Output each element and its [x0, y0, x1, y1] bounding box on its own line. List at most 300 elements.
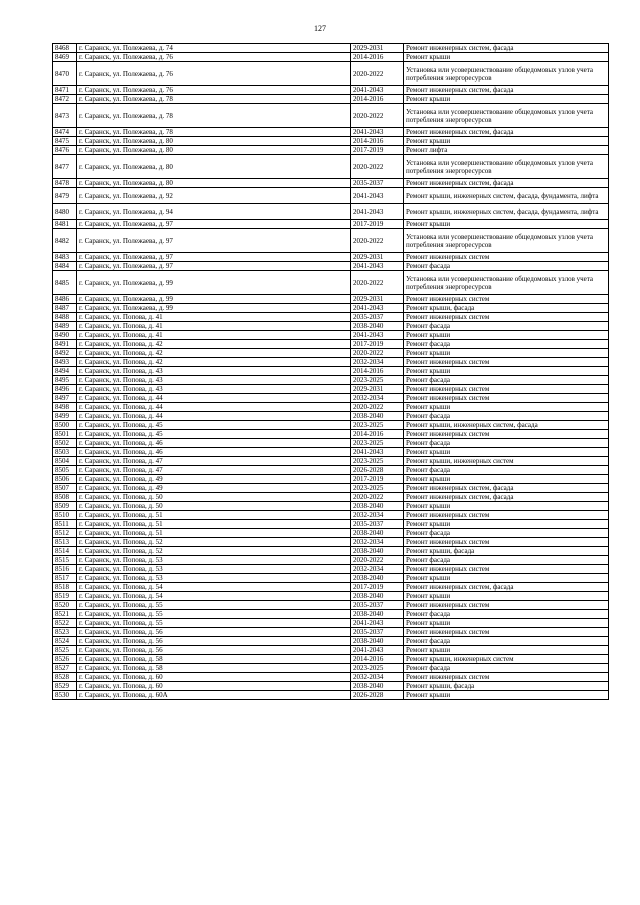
- table-body: [53, 44, 609, 700]
- years-cell: 2032-2034: [351, 511, 404, 520]
- years-cell: 2035-2037: [351, 601, 404, 610]
- work-type-cell: Установка или усовершенствование общедомовых узлов учета потребления энергоресурсов: [404, 155, 609, 179]
- address-cell: г. Саранск, ул. Попова, д. 56: [77, 628, 351, 637]
- years-cell: 2029-2031: [351, 253, 404, 262]
- address-cell: г. Саранск, ул. Попова, д. 60А: [77, 691, 351, 700]
- row-number-cell: 8481: [53, 220, 77, 229]
- table-row: [53, 313, 609, 322]
- work-type-cell: Установка или усовершенствование общедомовых узлов учета потребления энергоресурсов: [404, 271, 609, 295]
- years-cell: 2017-2019: [351, 340, 404, 349]
- years-cell: 2035-2037: [351, 179, 404, 188]
- work-type-cell: Установка или усовершенствование общедомовых узлов учета потребления энергоресурсов: [404, 62, 609, 86]
- work-type-cell: Установка или усовершенствование общедомовых узлов учета потребления энергоресурсов: [404, 104, 609, 128]
- years-cell: 2035-2037: [351, 313, 404, 322]
- work-type-cell: Ремонт инженерных систем: [404, 565, 609, 574]
- years-cell: 2035-2037: [351, 628, 404, 637]
- work-type-cell: Ремонт инженерных систем, фасада: [404, 128, 609, 137]
- work-type-cell: Ремонт фасада: [404, 340, 609, 349]
- work-type-cell: Ремонт фасада: [404, 466, 609, 475]
- address-cell: г. Саранск, ул. Полежаева, д. 97: [77, 229, 351, 253]
- address-cell: г. Саранск, ул. Попова, д. 47: [77, 466, 351, 475]
- address-cell: г. Саранск, ул. Полежаева, д. 80: [77, 179, 351, 188]
- row-number-cell: 8486: [53, 295, 77, 304]
- table-row: [53, 367, 609, 376]
- years-cell: 2038-2040: [351, 637, 404, 646]
- row-number-cell: 8509: [53, 502, 77, 511]
- years-cell: 2032-2034: [351, 358, 404, 367]
- row-number-cell: 8493: [53, 358, 77, 367]
- address-cell: г. Саранск, ул. Попова, д. 42: [77, 349, 351, 358]
- address-cell: г. Саранск, ул. Попова, д. 56: [77, 646, 351, 655]
- address-cell: г. Саранск, ул. Попова, д. 41: [77, 322, 351, 331]
- work-type-cell: Ремонт инженерных систем, фасада: [404, 484, 609, 493]
- work-type-cell: Ремонт инженерных систем: [404, 253, 609, 262]
- address-cell: г. Саранск, ул. Полежаева, д. 99: [77, 271, 351, 295]
- row-number-cell: 8506: [53, 475, 77, 484]
- work-type-cell: Ремонт фасада: [404, 376, 609, 385]
- years-cell: 2020-2022: [351, 229, 404, 253]
- table-row: [53, 349, 609, 358]
- address-cell: г. Саранск, ул. Полежаева, д. 99: [77, 304, 351, 313]
- row-number-cell: 8518: [53, 583, 77, 592]
- address-cell: г. Саранск, ул. Попова, д. 53: [77, 565, 351, 574]
- table-row: [53, 466, 609, 475]
- work-type-cell: Ремонт крыши: [404, 367, 609, 376]
- years-cell: 2038-2040: [351, 322, 404, 331]
- row-number-cell: 8488: [53, 313, 77, 322]
- row-number-cell: 8511: [53, 520, 77, 529]
- row-number-cell: 8528: [53, 673, 77, 682]
- address-cell: г. Саранск, ул. Полежаева, д. 78: [77, 128, 351, 137]
- row-number-cell: 8512: [53, 529, 77, 538]
- years-cell: 2038-2040: [351, 529, 404, 538]
- row-number-cell: 8499: [53, 412, 77, 421]
- row-number-cell: 8507: [53, 484, 77, 493]
- address-cell: г. Саранск, ул. Попова, д. 44: [77, 403, 351, 412]
- table-row: [53, 691, 609, 700]
- work-type-cell: Ремонт крыши, фасада: [404, 547, 609, 556]
- page-number: 127: [314, 24, 326, 33]
- table-row: [53, 619, 609, 628]
- work-type-cell: Ремонт инженерных систем: [404, 295, 609, 304]
- years-cell: 2020-2022: [351, 271, 404, 295]
- row-number-cell: 8484: [53, 262, 77, 271]
- address-cell: г. Саранск, ул. Попова, д. 52: [77, 538, 351, 547]
- work-type-cell: Ремонт крыши, инженерных систем: [404, 655, 609, 664]
- table-row: [53, 179, 609, 188]
- work-type-cell: Ремонт инженерных систем: [404, 394, 609, 403]
- address-cell: г. Саранск, ул. Попова, д. 58: [77, 655, 351, 664]
- work-type-cell: Ремонт инженерных систем, фасада: [404, 493, 609, 502]
- table-row: [53, 493, 609, 502]
- work-type-cell: Ремонт крыши, фасада: [404, 682, 609, 691]
- table-row: [53, 53, 609, 62]
- years-cell: 2023-2025: [351, 484, 404, 493]
- address-cell: г. Саранск, ул. Попова, д. 44: [77, 394, 351, 403]
- row-number-cell: 8491: [53, 340, 77, 349]
- row-number-cell: 8494: [53, 367, 77, 376]
- row-number-cell: 8471: [53, 86, 77, 95]
- row-number-cell: 8529: [53, 682, 77, 691]
- years-cell: 2023-2025: [351, 376, 404, 385]
- years-cell: 2017-2019: [351, 583, 404, 592]
- address-cell: г. Саранск, ул. Попова, д. 51: [77, 529, 351, 538]
- work-type-cell: Ремонт инженерных систем: [404, 538, 609, 547]
- row-number-cell: 8489: [53, 322, 77, 331]
- table-row: [53, 592, 609, 601]
- years-cell: 2014-2016: [351, 53, 404, 62]
- row-number-cell: 8485: [53, 271, 77, 295]
- table-row: [53, 511, 609, 520]
- years-cell: 2032-2034: [351, 565, 404, 574]
- row-number-cell: 8515: [53, 556, 77, 565]
- address-cell: г. Саранск, ул. Полежаева, д. 76: [77, 53, 351, 62]
- row-number-cell: 8526: [53, 655, 77, 664]
- years-cell: 2038-2040: [351, 574, 404, 583]
- table-row: [53, 673, 609, 682]
- address-cell: г. Саранск, ул. Попова, д. 56: [77, 637, 351, 646]
- address-cell: г. Саранск, ул. Попова, д. 51: [77, 511, 351, 520]
- table-row: [53, 439, 609, 448]
- table-row: [53, 664, 609, 673]
- repair-schedule-table-wrap: [52, 43, 608, 700]
- table-row: [53, 304, 609, 313]
- years-cell: 2041-2043: [351, 646, 404, 655]
- years-cell: 2020-2022: [351, 104, 404, 128]
- table-row: [53, 538, 609, 547]
- address-cell: г. Саранск, ул. Попова, д. 42: [77, 358, 351, 367]
- work-type-cell: Ремонт фасада: [404, 610, 609, 619]
- table-row: [53, 646, 609, 655]
- years-cell: 2038-2040: [351, 610, 404, 619]
- years-cell: 2041-2043: [351, 262, 404, 271]
- years-cell: 2020-2022: [351, 493, 404, 502]
- row-number-cell: 8501: [53, 430, 77, 439]
- address-cell: г. Саранск, ул. Попова, д. 50: [77, 502, 351, 511]
- address-cell: г. Саранск, ул. Полежаева, д. 99: [77, 295, 351, 304]
- years-cell: 2023-2025: [351, 439, 404, 448]
- address-cell: г. Саранск, ул. Попова, д. 60: [77, 682, 351, 691]
- address-cell: г. Саранск, ул. Попова, д. 53: [77, 556, 351, 565]
- work-type-cell: Ремонт инженерных систем: [404, 385, 609, 394]
- work-type-cell: Ремонт крыши: [404, 592, 609, 601]
- work-type-cell: Ремонт инженерных систем: [404, 430, 609, 439]
- row-number-cell: 8505: [53, 466, 77, 475]
- table-row: [53, 137, 609, 146]
- table-row: [53, 86, 609, 95]
- years-cell: 2038-2040: [351, 682, 404, 691]
- work-type-cell: Ремонт крыши, инженерных систем, фасада: [404, 421, 609, 430]
- address-cell: г. Саранск, ул. Полежаева, д. 78: [77, 95, 351, 104]
- row-number-cell: 8500: [53, 421, 77, 430]
- address-cell: г. Саранск, ул. Попова, д. 53: [77, 574, 351, 583]
- address-cell: г. Саранск, ул. Попова, д. 55: [77, 610, 351, 619]
- row-number-cell: 8520: [53, 601, 77, 610]
- work-type-cell: Ремонт лифта: [404, 146, 609, 155]
- years-cell: 2038-2040: [351, 502, 404, 511]
- table-row: [53, 331, 609, 340]
- work-type-cell: Ремонт крыши: [404, 520, 609, 529]
- work-type-cell: Ремонт крыши: [404, 448, 609, 457]
- work-type-cell: Ремонт инженерных систем: [404, 673, 609, 682]
- address-cell: г. Саранск, ул. Попова, д. 41: [77, 331, 351, 340]
- row-number-cell: 8504: [53, 457, 77, 466]
- address-cell: г. Саранск, ул. Полежаева, д. 80: [77, 137, 351, 146]
- years-cell: 2038-2040: [351, 547, 404, 556]
- table-row: [53, 655, 609, 664]
- table-row: [53, 430, 609, 439]
- address-cell: г. Саранск, ул. Попова, д. 42: [77, 340, 351, 349]
- table-row: [53, 146, 609, 155]
- address-cell: г. Саранск, ул. Попова, д. 46: [77, 448, 351, 457]
- table-row: [53, 529, 609, 538]
- row-number-cell: 8496: [53, 385, 77, 394]
- table-row: [53, 484, 609, 493]
- table-row: [53, 394, 609, 403]
- work-type-cell: Установка или усовершенствование общедомовых узлов учета потребления энергоресурсов: [404, 229, 609, 253]
- work-type-cell: Ремонт крыши: [404, 137, 609, 146]
- address-cell: г. Саранск, ул. Попова, д. 49: [77, 484, 351, 493]
- row-number-cell: 8472: [53, 95, 77, 104]
- address-cell: г. Саранск, ул. Попова, д. 54: [77, 583, 351, 592]
- row-number-cell: 8492: [53, 349, 77, 358]
- work-type-cell: Ремонт крыши: [404, 646, 609, 655]
- work-type-cell: Ремонт крыши, инженерных систем, фасада, фундамента, лифта: [404, 188, 609, 204]
- work-type-cell: Ремонт фасада: [404, 412, 609, 421]
- table-row: [53, 520, 609, 529]
- table-row: [53, 565, 609, 574]
- table-row: [53, 628, 609, 637]
- row-number-cell: 8497: [53, 394, 77, 403]
- work-type-cell: Ремонт крыши, инженерных систем, фасада, фундамента, лифта: [404, 204, 609, 220]
- table-row: [53, 610, 609, 619]
- years-cell: 2020-2022: [351, 403, 404, 412]
- address-cell: г. Саранск, ул. Попова, д. 43: [77, 385, 351, 394]
- row-number-cell: 8478: [53, 179, 77, 188]
- years-cell: 2020-2022: [351, 349, 404, 358]
- work-type-cell: Ремонт фасада: [404, 262, 609, 271]
- table-row: [53, 376, 609, 385]
- work-type-cell: Ремонт крыши: [404, 349, 609, 358]
- years-cell: 2029-2031: [351, 385, 404, 394]
- row-number-cell: 8469: [53, 53, 77, 62]
- address-cell: г. Саранск, ул. Полежаева, д. 80: [77, 155, 351, 179]
- table-row: [53, 271, 609, 295]
- row-number-cell: 8516: [53, 565, 77, 574]
- row-number-cell: 8508: [53, 493, 77, 502]
- work-type-cell: Ремонт крыши: [404, 475, 609, 484]
- address-cell: г. Саранск, ул. Попова, д. 43: [77, 367, 351, 376]
- work-type-cell: Ремонт инженерных систем: [404, 628, 609, 637]
- work-type-cell: Ремонт фасада: [404, 529, 609, 538]
- work-type-cell: Ремонт фасада: [404, 439, 609, 448]
- table-row: [53, 601, 609, 610]
- work-type-cell: Ремонт крыши: [404, 619, 609, 628]
- work-type-cell: Ремонт инженерных систем, фасада: [404, 86, 609, 95]
- table-row: [53, 547, 609, 556]
- table-row: [53, 448, 609, 457]
- row-number-cell: 8524: [53, 637, 77, 646]
- row-number-cell: 8527: [53, 664, 77, 673]
- years-cell: 2026-2028: [351, 691, 404, 700]
- years-cell: 2014-2016: [351, 95, 404, 104]
- address-cell: г. Саранск, ул. Полежаева, д. 97: [77, 253, 351, 262]
- table-row: [53, 95, 609, 104]
- work-type-cell: Ремонт крыши: [404, 574, 609, 583]
- row-number-cell: 8473: [53, 104, 77, 128]
- work-type-cell: Ремонт крыши: [404, 53, 609, 62]
- table-row: [53, 574, 609, 583]
- row-number-cell: 8474: [53, 128, 77, 137]
- row-number-cell: 8490: [53, 331, 77, 340]
- work-type-cell: Ремонт фасада: [404, 664, 609, 673]
- work-type-cell: Ремонт крыши: [404, 331, 609, 340]
- row-number-cell: 8517: [53, 574, 77, 583]
- address-cell: г. Саранск, ул. Попова, д. 49: [77, 475, 351, 484]
- table-row: [53, 682, 609, 691]
- address-cell: г. Саранск, ул. Попова, д. 45: [77, 421, 351, 430]
- work-type-cell: Ремонт инженерных систем: [404, 358, 609, 367]
- address-cell: г. Саранск, ул. Полежаева, д. 97: [77, 220, 351, 229]
- years-cell: 2017-2019: [351, 146, 404, 155]
- years-cell: 2014-2016: [351, 367, 404, 376]
- years-cell: 2038-2040: [351, 412, 404, 421]
- years-cell: 2017-2019: [351, 220, 404, 229]
- address-cell: г. Саранск, ул. Полежаева, д. 74: [77, 44, 351, 53]
- table-row: [53, 322, 609, 331]
- years-cell: 2026-2028: [351, 466, 404, 475]
- table-row: [53, 403, 609, 412]
- address-cell: г. Саранск, ул. Полежаева, д. 94: [77, 204, 351, 220]
- address-cell: г. Саранск, ул. Попова, д. 58: [77, 664, 351, 673]
- years-cell: 2020-2022: [351, 556, 404, 565]
- table-row: [53, 188, 609, 204]
- address-cell: г. Саранск, ул. Попова, д. 44: [77, 412, 351, 421]
- row-number-cell: 8521: [53, 610, 77, 619]
- table-row: [53, 295, 609, 304]
- row-number-cell: 8530: [53, 691, 77, 700]
- row-number-cell: 8514: [53, 547, 77, 556]
- years-cell: 2014-2016: [351, 137, 404, 146]
- years-cell: 2023-2025: [351, 664, 404, 673]
- row-number-cell: 8519: [53, 592, 77, 601]
- work-type-cell: Ремонт фасада: [404, 637, 609, 646]
- table-row: [53, 220, 609, 229]
- table-row: [53, 421, 609, 430]
- repair-schedule-table: [52, 43, 609, 700]
- table-row: [53, 385, 609, 394]
- address-cell: г. Саранск, ул. Попова, д. 47: [77, 457, 351, 466]
- years-cell: 2020-2022: [351, 155, 404, 179]
- work-type-cell: Ремонт крыши: [404, 691, 609, 700]
- years-cell: 2041-2043: [351, 304, 404, 313]
- row-number-cell: 8480: [53, 204, 77, 220]
- work-type-cell: Ремонт крыши, фасада: [404, 304, 609, 313]
- address-cell: г. Саранск, ул. Попова, д. 54: [77, 592, 351, 601]
- table-row: [53, 475, 609, 484]
- row-number-cell: 8468: [53, 44, 77, 53]
- work-type-cell: Ремонт крыши: [404, 220, 609, 229]
- table-row: [53, 155, 609, 179]
- work-type-cell: Ремонт крыши: [404, 403, 609, 412]
- row-number-cell: 8470: [53, 62, 77, 86]
- years-cell: 2041-2043: [351, 86, 404, 95]
- work-type-cell: Ремонт инженерных систем, фасада: [404, 179, 609, 188]
- address-cell: г. Саранск, ул. Полежаева, д. 80: [77, 146, 351, 155]
- row-number-cell: 8525: [53, 646, 77, 655]
- address-cell: г. Саранск, ул. Попова, д. 60: [77, 673, 351, 682]
- work-type-cell: Ремонт фасада: [404, 322, 609, 331]
- years-cell: 2041-2043: [351, 204, 404, 220]
- address-cell: г. Саранск, ул. Попова, д. 43: [77, 376, 351, 385]
- address-cell: г. Саранск, ул. Полежаева, д. 76: [77, 86, 351, 95]
- years-cell: 2032-2034: [351, 394, 404, 403]
- table-row: [53, 262, 609, 271]
- years-cell: 2032-2034: [351, 673, 404, 682]
- work-type-cell: Ремонт инженерных систем: [404, 313, 609, 322]
- years-cell: 2041-2043: [351, 448, 404, 457]
- years-cell: 2032-2034: [351, 538, 404, 547]
- row-number-cell: 8487: [53, 304, 77, 313]
- row-number-cell: 8495: [53, 376, 77, 385]
- work-type-cell: Ремонт крыши: [404, 502, 609, 511]
- years-cell: 2041-2043: [351, 188, 404, 204]
- work-type-cell: Ремонт инженерных систем: [404, 511, 609, 520]
- work-type-cell: Ремонт крыши, инженерных систем: [404, 457, 609, 466]
- address-cell: г. Саранск, ул. Попова, д. 45: [77, 430, 351, 439]
- table-row: [53, 62, 609, 86]
- row-number-cell: 8513: [53, 538, 77, 547]
- row-number-cell: 8522: [53, 619, 77, 628]
- years-cell: 2020-2022: [351, 62, 404, 86]
- address-cell: г. Саранск, ул. Попова, д. 55: [77, 601, 351, 610]
- row-number-cell: 8483: [53, 253, 77, 262]
- table-row: [53, 44, 609, 53]
- row-number-cell: 8475: [53, 137, 77, 146]
- row-number-cell: 8477: [53, 155, 77, 179]
- years-cell: 2041-2043: [351, 619, 404, 628]
- work-type-cell: Ремонт крыши: [404, 95, 609, 104]
- row-number-cell: 8482: [53, 229, 77, 253]
- table-row: [53, 358, 609, 367]
- table-row: [53, 502, 609, 511]
- row-number-cell: 8476: [53, 146, 77, 155]
- address-cell: г. Саранск, ул. Попова, д. 52: [77, 547, 351, 556]
- years-cell: 2023-2025: [351, 421, 404, 430]
- table-row: [53, 637, 609, 646]
- years-cell: 2041-2043: [351, 128, 404, 137]
- row-number-cell: 8503: [53, 448, 77, 457]
- years-cell: 2041-2043: [351, 331, 404, 340]
- address-cell: г. Саранск, ул. Попова, д. 55: [77, 619, 351, 628]
- work-type-cell: Ремонт инженерных систем, фасада: [404, 44, 609, 53]
- years-cell: 2017-2019: [351, 475, 404, 484]
- address-cell: г. Саранск, ул. Попова, д. 51: [77, 520, 351, 529]
- years-cell: 2014-2016: [351, 655, 404, 664]
- row-number-cell: 8479: [53, 188, 77, 204]
- work-type-cell: Ремонт фасада: [404, 556, 609, 565]
- years-cell: 2014-2016: [351, 430, 404, 439]
- table-row: [53, 204, 609, 220]
- address-cell: г. Саранск, ул. Попова, д. 50: [77, 493, 351, 502]
- table-row: [53, 340, 609, 349]
- work-type-cell: Ремонт инженерных систем, фасада: [404, 583, 609, 592]
- table-row: [53, 583, 609, 592]
- row-number-cell: 8498: [53, 403, 77, 412]
- row-number-cell: 8502: [53, 439, 77, 448]
- address-cell: г. Саранск, ул. Полежаева, д. 92: [77, 188, 351, 204]
- address-cell: г. Саранск, ул. Полежаева, д. 78: [77, 104, 351, 128]
